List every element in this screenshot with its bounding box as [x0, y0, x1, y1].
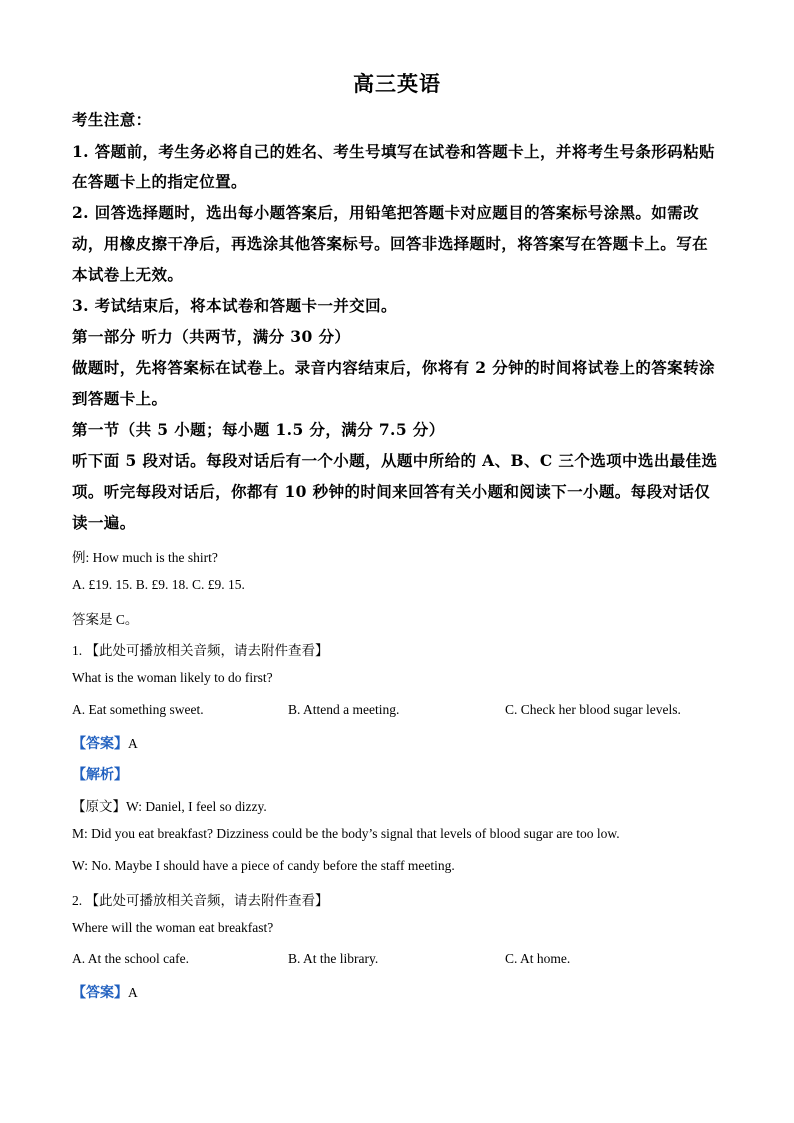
- notice-item-3: 3. 考试结束后，将本试卷和答题卡一并交回。: [72, 296, 397, 315]
- question-1-option-c: C. Check her blood sugar levels.: [505, 702, 681, 717]
- part1-instruction-line-2: 到答题卡上。: [72, 389, 168, 408]
- section1-instruction-line-3: 读一遍。: [72, 513, 136, 532]
- part1-instruction-line-1: 做题时，先将答案标在试卷上。录音内容结束后，你将有 2 分钟的时间将试卷上的答案转涂: [72, 358, 715, 377]
- question-2-option-a: A. At the school cafe.: [72, 951, 189, 966]
- notice-item-1-line-2: 在答题卡上的指定位置。: [72, 172, 247, 191]
- question-1-transcript-line-3: W: No. Maybe I should have a piece of candy before the staff meeting.: [72, 858, 455, 873]
- question-1-transcript-line-1: [72, 795, 267, 815]
- question-1-audio: 1. 【此处可播放相关音频，请去附件查看】: [72, 643, 329, 658]
- question-2-answer: [72, 982, 138, 1002]
- notice-item-2-line-1: 2. 回答选择题时，选出每小题答案后，用铅笔把答题卡对应题目的答案标号涂黑。如需改: [72, 203, 699, 222]
- answer-tag: 【答案】: [72, 736, 128, 752]
- question-1-analysis: [72, 764, 128, 784]
- question-2-audio: 2. 【此处可播放相关音频，请去附件查看】: [72, 893, 329, 908]
- question-1-text: What is the woman likely to do first?: [72, 670, 273, 685]
- notice-item-1-line-1: 1. 答题前，考生务必将自己的姓名、考生号填写在试卷和答题卡上，并将考生号条形码粘贴: [72, 142, 715, 161]
- question-1-option-a: A. Eat something sweet.: [72, 702, 204, 717]
- example-question: 例: How much is the shirt?: [72, 550, 218, 565]
- answer-tag: 【答案】: [72, 985, 128, 1001]
- transcript-tag: 【原文】: [72, 799, 126, 815]
- question-2-text: Where will the woman eat breakfast?: [72, 920, 274, 935]
- question-1-transcript-line-2: M: Did you eat breakfast? Dizziness could be the body’s signal that levels of blood sugar are too low.: [72, 826, 620, 841]
- answer-value: A: [128, 985, 138, 1000]
- transcript-text: W: Daniel, I feel so dizzy.: [126, 799, 267, 814]
- notice-heading: 考生注意：: [72, 110, 152, 129]
- notice-item-2-line-2: 动，用橡皮擦干净后，再选涂其他答案标号。回答非选择题时，将答案写在答题卡上。写在: [72, 234, 709, 253]
- analysis-tag: 【解析】: [72, 767, 128, 783]
- section1-heading: 第一节（共 5 小题；每小题 1.5 分，满分 7.5 分）: [72, 420, 445, 439]
- section1-instruction-line-1: 听下面 5 段对话。每段对话后有一个小题，从题中所给的 A、B、C 三个选项中选出最佳选: [72, 451, 718, 470]
- question-2-option-c: C. At home.: [505, 951, 571, 966]
- example-options: A. £19. 15. B. £9. 18. C. £9. 15.: [72, 577, 245, 592]
- question-1-option-b: B. Attend a meeting.: [288, 702, 400, 717]
- section1-instruction-line-2: 项。听完每段对话后，你都有 10 秒钟的时间来回答有关小题和阅读下一小题。每段对话仅: [72, 482, 711, 501]
- example-answer: 答案是 C。: [72, 612, 139, 627]
- answer-value: A: [128, 736, 138, 751]
- question-1-answer: [72, 733, 138, 753]
- page-title: 高三英语: [353, 71, 441, 96]
- notice-item-2-line-3: 本试卷上无效。: [72, 265, 184, 284]
- part1-heading: 第一部分 听力（共两节，满分 30 分）: [72, 327, 351, 346]
- question-2-option-b: B. At the library.: [288, 951, 379, 966]
